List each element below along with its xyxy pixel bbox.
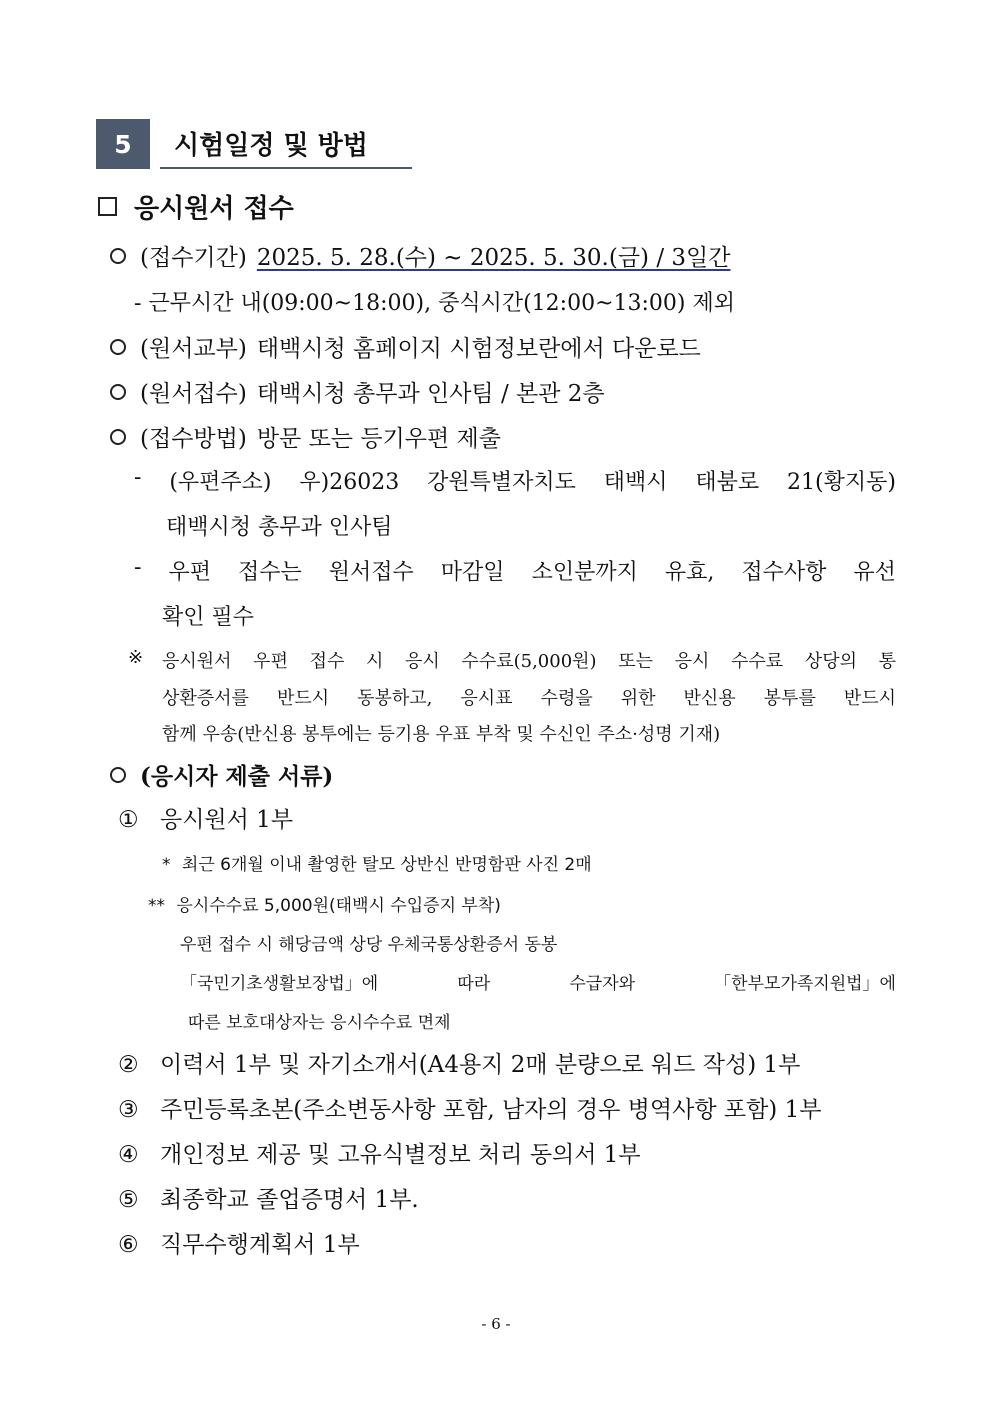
bullet-period bbox=[110, 239, 730, 272]
bullet-docs-header bbox=[110, 758, 333, 791]
bullet-method bbox=[110, 420, 501, 453]
doc-text: 응시원서 1부 bbox=[160, 807, 294, 833]
circle-bullet-icon bbox=[110, 429, 126, 445]
doc-text: 이력서 1부 및 자기소개서(A4용지 2매 분량으로 워드 작성) 1부 bbox=[160, 1052, 801, 1078]
post-valid-line2: 확인 필수 bbox=[162, 605, 255, 630]
post-valid-word: 유효, bbox=[664, 560, 715, 585]
doc-item-2 bbox=[118, 1046, 800, 1079]
dash-mark: - bbox=[134, 555, 142, 580]
postal-word: 우)26023 bbox=[299, 470, 400, 495]
post-valid-word: 유선 bbox=[853, 560, 896, 585]
section-title bbox=[160, 119, 412, 169]
circle-bullet-icon bbox=[110, 339, 126, 355]
form-recv-label: (원서접수) bbox=[140, 381, 247, 407]
doc-number: ⑤ bbox=[118, 1187, 139, 1213]
circle-bullet-icon bbox=[110, 248, 126, 264]
ref-note-line1: 응시원서 우편 접수 시 응시 수수료(5,000원) 또는 응시 수수료 상당의 통 bbox=[162, 651, 896, 672]
doc-item-5 bbox=[118, 1181, 419, 1214]
section-number: 5 bbox=[96, 119, 150, 169]
post-valid-word: 우편 bbox=[168, 560, 211, 585]
doc1-photo-note bbox=[162, 850, 592, 875]
exempt-word: 「한부모가족지원법」에 bbox=[714, 974, 896, 994]
doc-item-6 bbox=[118, 1226, 360, 1259]
ref-note-line2: 상환증서를 반드시 동봉하고, 응시표 수령을 위한 반신용 봉투를 반드시 bbox=[162, 688, 896, 709]
doc-item-4 bbox=[118, 1136, 641, 1169]
post-valid-word: 마감일 bbox=[440, 560, 505, 585]
circle-bullet-icon bbox=[110, 384, 126, 400]
bullet-form-recv bbox=[110, 375, 605, 408]
dash-mark: - bbox=[134, 465, 142, 490]
exempt-word: 「국민기초생활보장법」에 bbox=[180, 974, 379, 994]
post-valid-word: 접수는 bbox=[237, 560, 302, 585]
doc-number: ② bbox=[118, 1052, 139, 1078]
postal-word: 강원특별자치도 bbox=[427, 470, 576, 495]
doc1-exempt-line1 bbox=[180, 969, 896, 994]
docs-header-text: (응시자 제출 서류) bbox=[140, 763, 334, 790]
dash-mark: - bbox=[134, 291, 149, 316]
doc-text: 주민등록초본(주소변동사항 포함, 남자의 경우 병역사항 포함) 1부 bbox=[160, 1097, 822, 1123]
hours-note-text: 근무시간 내(09:00~18:00), 중식시간(12:00~13:00) 제외 bbox=[148, 291, 735, 316]
form-dist-label: (원서교부) bbox=[140, 336, 247, 362]
doc-text: 최종학교 졸업증명서 1부. bbox=[160, 1187, 419, 1213]
method-label: (접수방법) bbox=[140, 426, 247, 452]
circle-bullet-icon bbox=[110, 767, 126, 783]
form-dist-text: 태백시청 홈페이지 시험정보란에서 다운로드 bbox=[256, 336, 701, 362]
heading-text: 응시원서 접수 bbox=[134, 194, 294, 224]
ref-note-line3: 함께 우송(반신용 봉투에는 등기용 우표 부착 및 수신인 주소·성명 기재) bbox=[162, 724, 721, 745]
period-dates: 2025. 5. 28.(수) ~ 2025. 5. 30.(금) / 3일간 bbox=[256, 245, 731, 271]
doc1-exempt-line2: 따른 보호대상자는 응시수수료 면제 bbox=[188, 1013, 451, 1033]
doc1-fee-post: 우편 접수 시 해당금액 상당 우체국통상환증서 동봉 bbox=[180, 935, 558, 955]
section-title-text: 시험일정 및 방법 bbox=[174, 130, 368, 161]
doc-number: ④ bbox=[118, 1142, 139, 1168]
postal-line2: 태백시청 총무과 인사팀 bbox=[166, 515, 393, 540]
doc1-fee-note bbox=[148, 891, 501, 916]
fee-note-text: 응시수수료 5,000원(태백시 수입증지 부착) bbox=[176, 896, 501, 916]
postal-line1 bbox=[134, 465, 896, 496]
doc-item-1 bbox=[118, 801, 293, 834]
doc-text: 개인정보 제공 및 고유식별정보 처리 동의서 1부 bbox=[160, 1142, 641, 1168]
postal-word: 태붐로 bbox=[695, 470, 760, 495]
post-valid-word: 소인분까지 bbox=[531, 560, 638, 585]
method-text: 방문 또는 등기우편 제출 bbox=[256, 426, 501, 452]
doc-text: 직무수행계획서 1부 bbox=[160, 1232, 360, 1258]
postal-word: 21(황지동) bbox=[787, 470, 896, 495]
exempt-word: 따라 bbox=[457, 974, 491, 994]
doc-number: ③ bbox=[118, 1097, 139, 1123]
photo-note-text: 최근 6개월 이내 촬영한 탈모 상반신 반명함판 사진 2매 bbox=[181, 855, 592, 875]
heading-application bbox=[98, 188, 294, 225]
star-mark: * bbox=[162, 855, 171, 875]
doc-number: ① bbox=[118, 807, 139, 833]
period-label: (접수기간) bbox=[140, 245, 247, 271]
postal-label: (우편주소) bbox=[169, 470, 272, 495]
post-valid-word: 원서접수 bbox=[328, 560, 414, 585]
post-valid-word: 접수사항 bbox=[741, 560, 827, 585]
form-recv-text: 태백시청 총무과 인사팀 / 본관 2층 bbox=[256, 381, 605, 407]
post-valid-line1 bbox=[134, 555, 896, 586]
exempt-word: 수급자와 bbox=[569, 974, 636, 994]
doc-number: ⑥ bbox=[118, 1232, 139, 1258]
page-number: - 6 - bbox=[481, 1315, 511, 1333]
ref-note-mark: ※ bbox=[128, 647, 144, 668]
hours-note bbox=[134, 286, 735, 317]
postal-word: 태백시 bbox=[603, 470, 668, 495]
double-star-mark: ** bbox=[148, 896, 165, 916]
square-bullet-icon bbox=[98, 197, 117, 216]
bullet-form-dist bbox=[110, 330, 701, 363]
doc-item-3 bbox=[118, 1091, 821, 1124]
